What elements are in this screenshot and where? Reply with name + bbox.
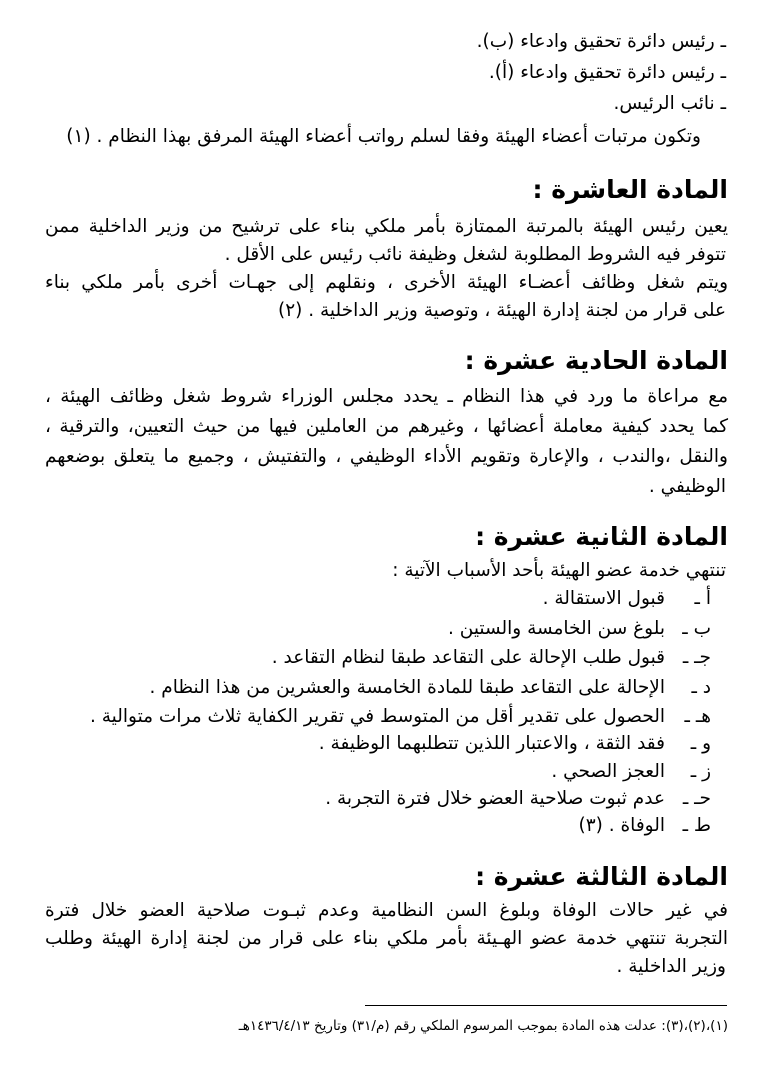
list-item <box>71 759 711 785</box>
list-item-letter: و ـ <box>690 733 711 754</box>
list-item-text: بلوغ سن الخامسة والستين . <box>447 618 665 639</box>
intro-paragraph: وتكون مرتبات أعضاء الهيئة وفقا لسلم رواتب أعضاء الهيئة المرفق بهذا النظام . (١) <box>66 126 701 147</box>
article-13-heading: المادة الثالثة عشرة : <box>475 862 728 891</box>
article-11-line: كما يحدد كيفية معاملة أعضائها ، وغيرهم من العاملين فيها من حيث التعيين، والترقية ، <box>45 416 728 437</box>
article-12-heading: المادة الثانية عشرة : <box>475 522 728 551</box>
article-12-intro: تنتهي خدمة عضو الهيئة بأحد الأسباب الآتية : <box>392 560 726 581</box>
list-item-letter: د ـ <box>691 677 711 698</box>
article-11-line: والنقل ،والندب ، والإعارة وتقويم الأداء الوظيفي ، والتفتيش ، وجميع ما يتعلق بوضعهم <box>45 446 728 467</box>
intro-line: ـ رئيس دائرة تحقيق وادعاء (ب). <box>476 31 726 52</box>
article-13-line: التجربة تنتهي خدمة عضو الهـيئة بأمر ملكي بناء على قرار من لجنة إدارة الهيئة وطلب <box>45 928 728 949</box>
article-13-line: وزير الداخلية . <box>616 956 726 977</box>
list-item <box>71 786 711 812</box>
list-item-letter: ط ـ <box>682 815 711 836</box>
footnote-divider <box>365 1005 727 1006</box>
intro-line: ـ نائب الرئيس. <box>613 93 726 114</box>
list-item <box>71 616 711 642</box>
article-10-line: يعين رئيس الهيئة بالمرتبة الممتازة بأمر ملكي بناء على ترشيح من وزير الداخلية ممن <box>45 216 728 237</box>
article-11-heading: المادة الحادية عشرة : <box>464 346 728 375</box>
list-item <box>71 731 711 757</box>
list-item <box>71 645 711 671</box>
article-10-line: ويتم شغل وظائف أعضـاء الهيئة الأخرى ، ونقلهم إلى جهـات أخرى بأمر ملكي بناء <box>45 272 728 293</box>
intro-line: ـ رئيس دائرة تحقيق وادعاء (أ). <box>488 62 726 83</box>
list-item-text: قبول الاستقالة . <box>542 588 665 609</box>
article-10-line: على قرار من لجنة إدارة الهيئة ، وتوصية وزير الداخلية . (٢) <box>278 300 726 321</box>
article-11-line: الوظيفي . <box>648 476 726 497</box>
list-item-letter: ز ـ <box>690 761 711 782</box>
list-item-text: فقد الثقة ، والاعتبار اللذين تتطلبهما الوظيفة . <box>318 733 665 754</box>
list-item-text: الإحالة على التقاعد طبقا للمادة الخامسة والعشرين من هذا النظام . <box>149 677 665 698</box>
list-item-letter: هـ ـ <box>684 706 711 727</box>
article-13-line: في غير حالات الوفاة وبلوغ السن النظامية وعدم ثبـوت صلاحية العضو خلال فترة <box>45 900 728 921</box>
article-11-line: مع مراعاة ما ورد في هذا النظام ـ يحدد مجلس الوزراء شروط شغل وظائف الهيئة ، <box>45 386 728 407</box>
list-item-letter: حـ ـ <box>682 788 711 809</box>
footnote: (١)،(٢)،(٣): عدلت هذه المادة بموجب المرسوم الملكي رقم (م/٣١) وتاريخ ١٤٣٦/٤/١٣هـ <box>238 1018 728 1034</box>
article-10-line: تتوفر فيه الشروط المطلوبة لشغل وظيفة نائب رئيس على الأقل . <box>224 244 726 265</box>
article-10-heading: المادة العاشرة : <box>532 175 728 204</box>
list-item-text: عدم ثبوت صلاحية العضو خلال فترة التجربة . <box>325 788 665 809</box>
list-item-text: الحصول على تقدير أقل من المتوسط في تقرير الكفاية ثلاث مرات متوالية . <box>89 706 665 727</box>
list-item-text: العجز الصحي . <box>551 761 665 782</box>
list-item-letter: جـ ـ <box>682 647 711 668</box>
list-item <box>71 586 711 612</box>
list-item-text: قبول طلب الإحالة على التقاعد طبقا لنظام التقاعد . <box>271 647 665 668</box>
list-item <box>71 704 711 730</box>
list-item-text: الوفاة . (٣) <box>578 815 665 836</box>
list-item <box>71 813 711 839</box>
list-item-letter: أ ـ <box>694 588 711 609</box>
list-item <box>71 675 711 701</box>
list-item-letter: ب ـ <box>682 618 711 639</box>
